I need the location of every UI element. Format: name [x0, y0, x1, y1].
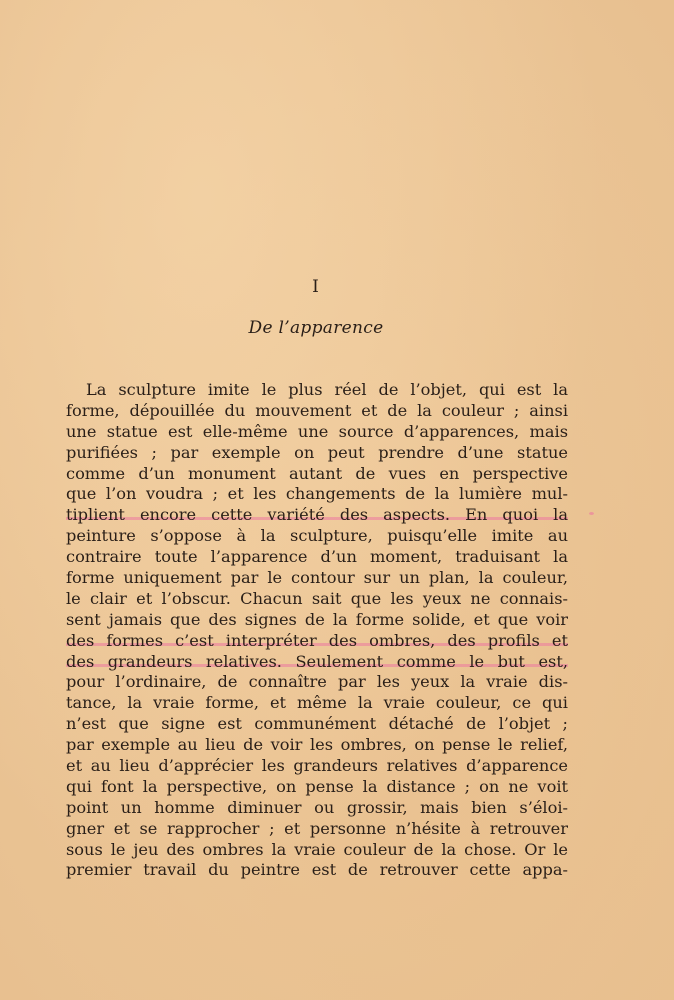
highlighted-text: des formes c’est interpréter des ombres, des profils et	[66, 630, 568, 650]
text-line: La sculpture imite le plus réel de l’objet, qui est la	[86, 380, 568, 399]
text-line: sent jamais que des signes de la forme solide, et que voir	[66, 609, 568, 629]
body-paragraph	[66, 380, 568, 881]
text-line: forme uniquement par le contour sur un plan, la couleur,	[66, 568, 568, 588]
text-line	[66, 505, 568, 526]
chapter-title: De l’apparence	[248, 318, 384, 338]
text-line: comme d’un monument autant de vues en perspective	[66, 463, 568, 483]
text-line: gner et se rapprocher ; et personne n’hésite à retrouver	[66, 818, 568, 838]
text-line	[66, 652, 568, 673]
text-line: contraire toute l’apparence d’un moment, traduisant la	[66, 547, 568, 567]
text-line	[66, 631, 568, 652]
text-line: sous le jeu des ombres la vraie couleur de la chose. Or le	[66, 839, 568, 859]
text-line: pour l’ordinaire, de connaître par les yeux la vraie dis-	[66, 672, 568, 692]
text-line: que l’on voudra ; et les changements de la lumière mul-	[66, 484, 568, 504]
text-line: le clair et l’obscur. Chacun sait que les yeux ne connais-	[66, 588, 568, 608]
highlighted-text: des grandeurs relatives. Seulement comme le but est,	[66, 651, 568, 671]
highlighted-text: tiplient encore cette variété des aspects. En quoi la	[66, 505, 568, 525]
chapter-number: I	[312, 277, 320, 297]
text-line: tance, la vraie forme, et même la vraie couleur, ce qui	[66, 693, 568, 713]
text-line: forme, dépouillée du mouvement et de la couleur ; ainsi	[66, 400, 568, 420]
text-line: purifiées ; par exemple on peut prendre d’une statue	[66, 442, 568, 462]
text-line: n’est que signe est communément détaché de l’objet ;	[66, 714, 568, 734]
text-line: premier travail du peintre est de retrouver cette appa-	[66, 860, 568, 880]
text-line: point un homme diminuer ou grossir, mais bien s’éloi-	[66, 797, 568, 817]
highlighter-mark	[589, 512, 594, 515]
text-line: une statue est elle-même une source d’apparences, mais	[66, 421, 568, 441]
text-line: par exemple au lieu de voir les ombres, on pense le relief,	[66, 735, 568, 755]
text-line: peinture s’oppose à la sculpture, puisqu’elle imite au	[66, 526, 568, 546]
text-line: et au lieu d’apprécier les grandeurs relatives d’apparence	[66, 756, 568, 776]
text-line: qui font la perspective, on pense la distance ; on ne voit	[66, 776, 568, 796]
